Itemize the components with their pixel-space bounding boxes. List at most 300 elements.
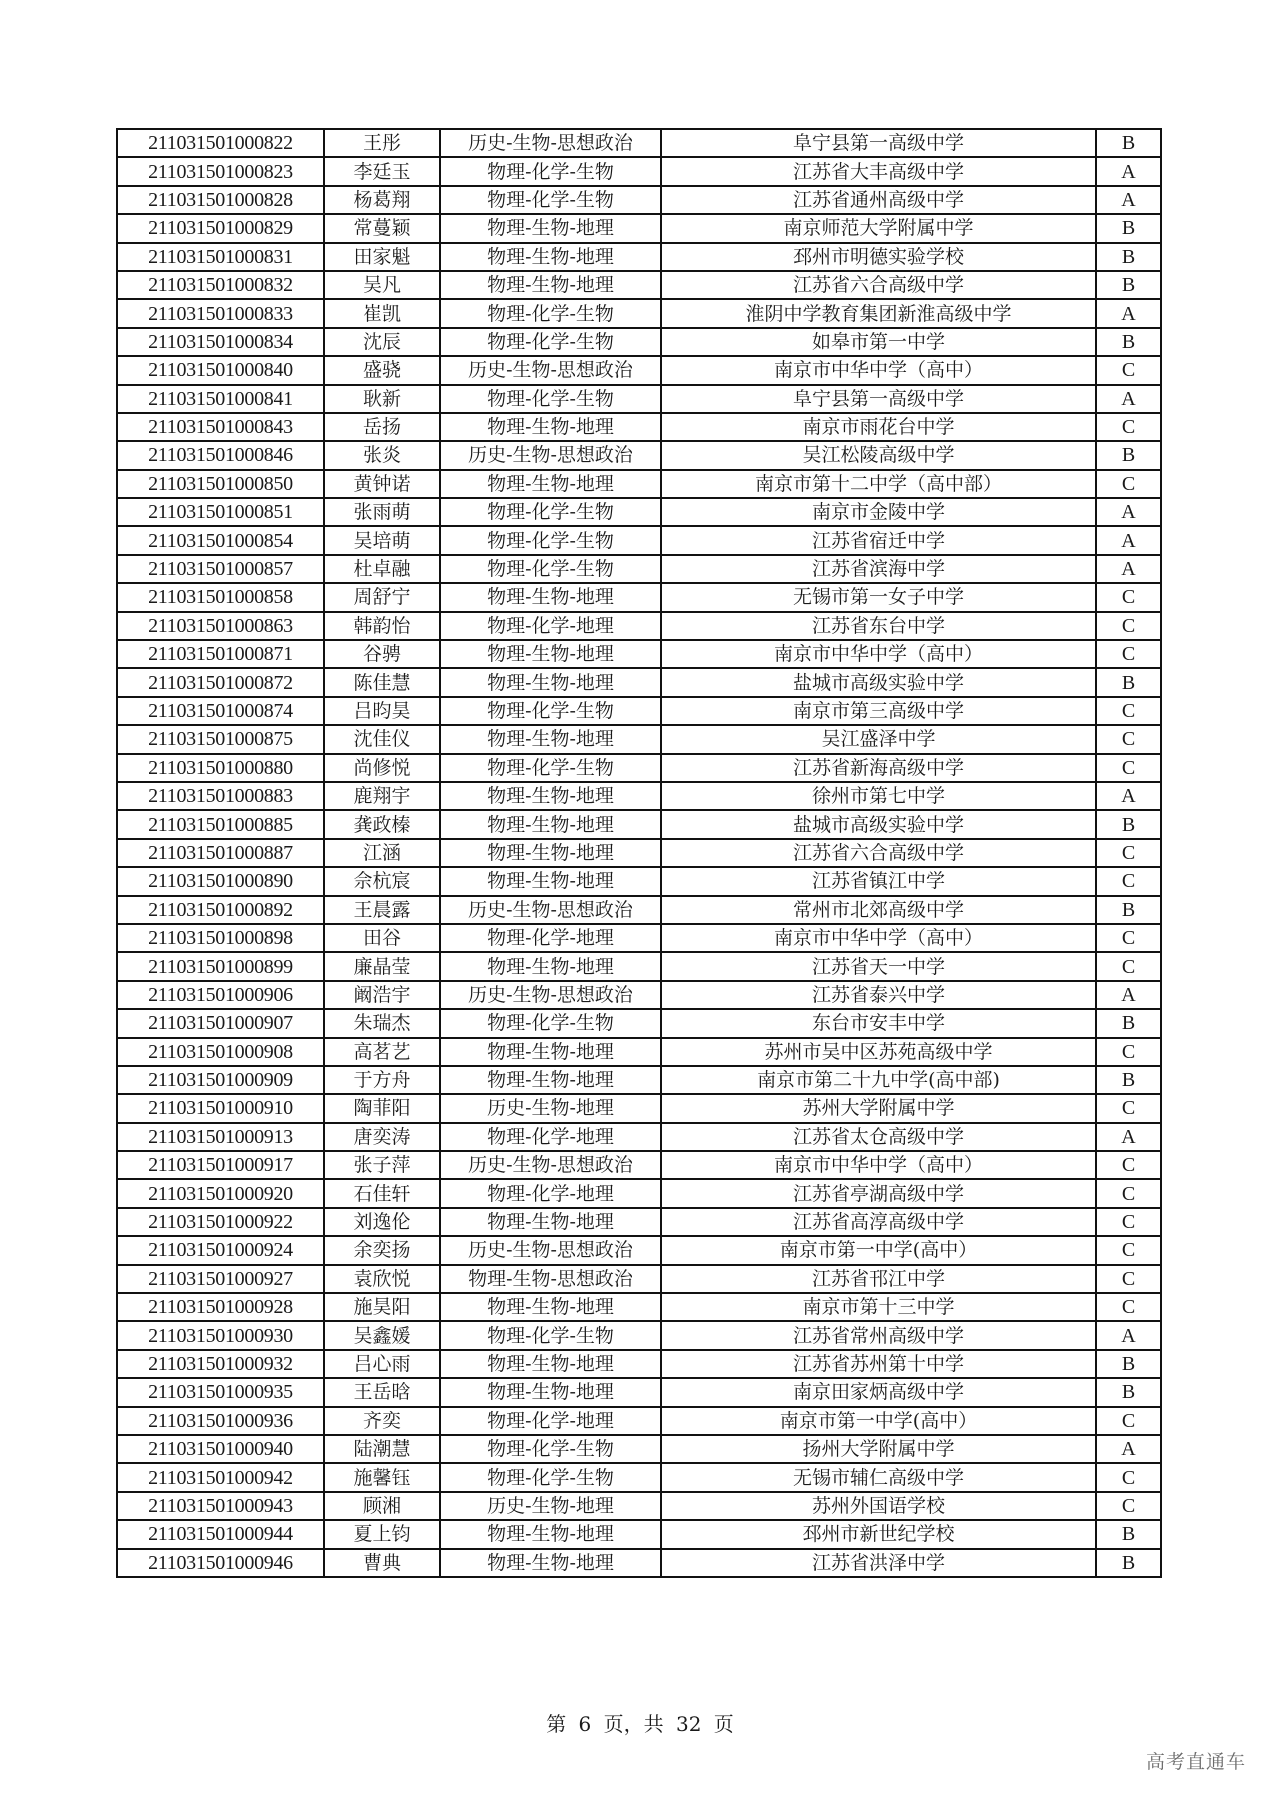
subjects-cell: 物理-化学-地理	[440, 1407, 661, 1435]
grade-cell: A	[1096, 186, 1161, 214]
grade-cell: C	[1096, 1151, 1161, 1179]
candidate-id-cell: 211031501000872	[117, 668, 324, 696]
school-cell: 南京师范大学附属中学	[661, 214, 1096, 242]
school-cell: 南京市中华中学（高中）	[661, 356, 1096, 384]
table-row	[117, 839, 1161, 867]
table-row	[117, 810, 1161, 838]
candidate-id-cell: 211031501000834	[117, 328, 324, 356]
subjects-cell: 物理-生物-地理	[440, 583, 661, 611]
results-table	[116, 128, 1162, 1578]
candidate-id-cell: 211031501000932	[117, 1350, 324, 1378]
school-cell: 江苏省滨海中学	[661, 555, 1096, 583]
grade-cell: C	[1096, 754, 1161, 782]
table-row	[117, 498, 1161, 526]
name-cell: 曹典	[324, 1549, 440, 1577]
table-row	[117, 1009, 1161, 1037]
candidate-id-cell: 211031501000943	[117, 1492, 324, 1520]
school-cell: 江苏省东台中学	[661, 612, 1096, 640]
grade-cell: B	[1096, 1378, 1161, 1406]
subjects-cell: 物理-生物-地理	[440, 1549, 661, 1577]
candidate-id-cell: 211031501000942	[117, 1463, 324, 1491]
candidate-id-cell: 211031501000907	[117, 1009, 324, 1037]
name-cell: 高茗艺	[324, 1038, 440, 1066]
table-row	[117, 612, 1161, 640]
table-row	[117, 1208, 1161, 1236]
candidate-id-cell: 211031501000875	[117, 725, 324, 753]
grade-cell: C	[1096, 1463, 1161, 1491]
school-cell: 江苏省宿迁中学	[661, 526, 1096, 554]
candidate-id-cell: 211031501000892	[117, 896, 324, 924]
name-cell: 唐奕涛	[324, 1123, 440, 1151]
name-cell: 耿新	[324, 385, 440, 413]
table-row	[117, 1463, 1161, 1491]
school-cell: 江苏省亭湖高级中学	[661, 1179, 1096, 1207]
name-cell: 李廷玉	[324, 157, 440, 185]
name-cell: 吕心雨	[324, 1350, 440, 1378]
school-cell: 邳州市新世纪学校	[661, 1520, 1096, 1548]
candidate-id-cell: 211031501000829	[117, 214, 324, 242]
grade-cell: C	[1096, 1492, 1161, 1520]
table-row	[117, 668, 1161, 696]
candidate-id-cell: 211031501000913	[117, 1123, 324, 1151]
subjects-cell: 历史-生物-思想政治	[440, 129, 661, 157]
school-cell: 南京田家炳高级中学	[661, 1378, 1096, 1406]
subjects-cell: 物理-化学-生物	[440, 1463, 661, 1491]
subjects-cell: 历史-生物-思想政治	[440, 1151, 661, 1179]
table-row	[117, 413, 1161, 441]
grade-cell: A	[1096, 385, 1161, 413]
grade-cell: B	[1096, 214, 1161, 242]
name-cell: 杨葛翔	[324, 186, 440, 214]
grade-cell: C	[1096, 725, 1161, 753]
grade-cell: A	[1096, 157, 1161, 185]
name-cell: 王晨露	[324, 896, 440, 924]
table-row	[117, 1236, 1161, 1264]
subjects-cell: 物理-化学-地理	[440, 924, 661, 952]
school-cell: 江苏省泰兴中学	[661, 981, 1096, 1009]
subjects-cell: 历史-生物-思想政治	[440, 1236, 661, 1264]
name-cell: 余奕扬	[324, 1236, 440, 1264]
watermark: 高考直通车	[1146, 1751, 1247, 1773]
candidate-id-cell: 211031501000936	[117, 1407, 324, 1435]
subjects-cell: 物理-化学-生物	[440, 157, 661, 185]
subjects-cell: 物理-生物-地理	[440, 839, 661, 867]
school-cell: 南京市中华中学（高中）	[661, 924, 1096, 952]
subjects-cell: 历史-生物-思想政治	[440, 896, 661, 924]
grade-cell: C	[1096, 470, 1161, 498]
subjects-cell: 物理-化学-地理	[440, 612, 661, 640]
table-row	[117, 896, 1161, 924]
candidate-id-cell: 211031501000880	[117, 754, 324, 782]
subjects-cell: 物理-生物-地理	[440, 470, 661, 498]
name-cell: 黄钟诺	[324, 470, 440, 498]
candidate-id-cell: 211031501000930	[117, 1321, 324, 1349]
grade-cell: A	[1096, 1435, 1161, 1463]
candidate-id-cell: 211031501000831	[117, 243, 324, 271]
table-row	[117, 214, 1161, 242]
grade-cell: A	[1096, 526, 1161, 554]
table-row	[117, 1549, 1161, 1577]
subjects-cell: 物理-化学-生物	[440, 328, 661, 356]
grade-cell: B	[1096, 1549, 1161, 1577]
candidate-id-cell: 211031501000899	[117, 952, 324, 980]
school-cell: 吴江松陵高级中学	[661, 441, 1096, 469]
school-cell: 盐城市高级实验中学	[661, 668, 1096, 696]
grade-cell: C	[1096, 1293, 1161, 1321]
school-cell: 江苏省苏州第十中学	[661, 1350, 1096, 1378]
candidate-id-cell: 211031501000851	[117, 498, 324, 526]
grade-cell: C	[1096, 1236, 1161, 1264]
grade-cell: C	[1096, 839, 1161, 867]
candidate-id-cell: 211031501000832	[117, 271, 324, 299]
grade-cell: B	[1096, 668, 1161, 696]
name-cell: 杜卓融	[324, 555, 440, 583]
school-cell: 苏州市吴中区苏苑高级中学	[661, 1038, 1096, 1066]
name-cell: 齐奕	[324, 1407, 440, 1435]
grade-cell: C	[1096, 356, 1161, 384]
candidate-id-cell: 211031501000908	[117, 1038, 324, 1066]
candidate-id-cell: 211031501000946	[117, 1549, 324, 1577]
name-cell: 周舒宁	[324, 583, 440, 611]
subjects-cell: 历史-生物-思想政治	[440, 441, 661, 469]
name-cell: 吴凡	[324, 271, 440, 299]
table-row	[117, 867, 1161, 895]
school-cell: 南京市第十三中学	[661, 1293, 1096, 1321]
school-cell: 江苏省常州高级中学	[661, 1321, 1096, 1349]
table-row	[117, 470, 1161, 498]
table-row	[117, 1293, 1161, 1321]
school-cell: 南京市金陵中学	[661, 498, 1096, 526]
school-cell: 江苏省镇江中学	[661, 867, 1096, 895]
table-row	[117, 1378, 1161, 1406]
candidate-id-cell: 211031501000887	[117, 839, 324, 867]
candidate-id-cell: 211031501000841	[117, 385, 324, 413]
candidate-id-cell: 211031501000890	[117, 867, 324, 895]
subjects-cell: 物理-生物-地理	[440, 782, 661, 810]
table-row	[117, 299, 1161, 327]
name-cell: 于方舟	[324, 1066, 440, 1094]
name-cell: 石佳轩	[324, 1179, 440, 1207]
grade-cell: A	[1096, 782, 1161, 810]
table-row	[117, 1350, 1161, 1378]
table-row	[117, 271, 1161, 299]
page-footer: 第 6 页，共 32 页	[546, 1712, 734, 1736]
school-cell: 江苏省六合高级中学	[661, 271, 1096, 299]
name-cell: 吕昀昊	[324, 697, 440, 725]
subjects-cell: 物理-生物-地理	[440, 640, 661, 668]
subjects-cell: 物理-生物-地理	[440, 271, 661, 299]
candidate-id-cell: 211031501000874	[117, 697, 324, 725]
school-cell: 江苏省太仓高级中学	[661, 1123, 1096, 1151]
name-cell: 施馨钰	[324, 1463, 440, 1491]
name-cell: 阚浩宇	[324, 981, 440, 1009]
grade-cell: C	[1096, 1094, 1161, 1122]
grade-cell: C	[1096, 1265, 1161, 1293]
school-cell: 南京市第一中学(高中）	[661, 1407, 1096, 1435]
subjects-cell: 历史-生物-思想政治	[440, 981, 661, 1009]
name-cell: 盛骁	[324, 356, 440, 384]
subjects-cell: 物理-生物-地理	[440, 1038, 661, 1066]
school-cell: 盐城市高级实验中学	[661, 810, 1096, 838]
grade-cell: B	[1096, 1520, 1161, 1548]
subjects-cell: 历史-生物-地理	[440, 1492, 661, 1520]
candidate-id-cell: 211031501000924	[117, 1236, 324, 1264]
table-row	[117, 1151, 1161, 1179]
candidate-id-cell: 211031501000846	[117, 441, 324, 469]
grade-cell: C	[1096, 640, 1161, 668]
subjects-cell: 物理-化学-生物	[440, 498, 661, 526]
grade-cell: C	[1096, 612, 1161, 640]
school-cell: 江苏省大丰高级中学	[661, 157, 1096, 185]
grade-cell: A	[1096, 498, 1161, 526]
school-cell: 南京市中华中学（高中）	[661, 640, 1096, 668]
table-row	[117, 924, 1161, 952]
table-row	[117, 981, 1161, 1009]
table-row	[117, 583, 1161, 611]
candidate-id-cell: 211031501000935	[117, 1378, 324, 1406]
name-cell: 韩韵怡	[324, 612, 440, 640]
candidate-id-cell: 211031501000843	[117, 413, 324, 441]
candidate-id-cell: 211031501000920	[117, 1179, 324, 1207]
grade-cell: A	[1096, 299, 1161, 327]
school-cell: 扬州大学附属中学	[661, 1435, 1096, 1463]
school-cell: 常州市北郊高级中学	[661, 896, 1096, 924]
table-row	[117, 1321, 1161, 1349]
school-cell: 南京市第三高级中学	[661, 697, 1096, 725]
school-cell: 东台市安丰中学	[661, 1009, 1096, 1037]
subjects-cell: 物理-生物-地理	[440, 413, 661, 441]
candidate-id-cell: 211031501000922	[117, 1208, 324, 1236]
grade-cell: A	[1096, 555, 1161, 583]
table-row	[117, 1407, 1161, 1435]
school-cell: 邳州市明德实验学校	[661, 243, 1096, 271]
candidate-id-cell: 211031501000833	[117, 299, 324, 327]
candidate-id-cell: 211031501000858	[117, 583, 324, 611]
table-row	[117, 385, 1161, 413]
table-row	[117, 1123, 1161, 1151]
table-row	[117, 640, 1161, 668]
school-cell: 苏州大学附属中学	[661, 1094, 1096, 1122]
school-cell: 南京市第二十九中学(高中部)	[661, 1066, 1096, 1094]
subjects-cell: 物理-生物-地理	[440, 214, 661, 242]
table-row	[117, 1066, 1161, 1094]
school-cell: 南京市第一中学(高中）	[661, 1236, 1096, 1264]
name-cell: 崔凯	[324, 299, 440, 327]
grade-cell: B	[1096, 129, 1161, 157]
candidate-id-cell: 211031501000857	[117, 555, 324, 583]
subjects-cell: 历史-生物-地理	[440, 1094, 661, 1122]
subjects-cell: 物理-化学-生物	[440, 697, 661, 725]
table-row	[117, 328, 1161, 356]
candidate-id-cell: 211031501000928	[117, 1293, 324, 1321]
table-body	[117, 129, 1161, 1577]
name-cell: 陈佳慧	[324, 668, 440, 696]
subjects-cell: 物理-生物-地理	[440, 1293, 661, 1321]
school-cell: 无锡市辅仁高级中学	[661, 1463, 1096, 1491]
grade-cell: C	[1096, 924, 1161, 952]
name-cell: 施昊阳	[324, 1293, 440, 1321]
name-cell: 袁欣悦	[324, 1265, 440, 1293]
grade-cell: B	[1096, 1066, 1161, 1094]
subjects-cell: 物理-化学-生物	[440, 186, 661, 214]
table-row	[117, 243, 1161, 271]
candidate-id-cell: 211031501000850	[117, 470, 324, 498]
name-cell: 佘杭宸	[324, 867, 440, 895]
school-cell: 江苏省新海高级中学	[661, 754, 1096, 782]
table-row	[117, 754, 1161, 782]
subjects-cell: 物理-生物-地理	[440, 1350, 661, 1378]
name-cell: 尚修悦	[324, 754, 440, 782]
school-cell: 淮阴中学教育集团新淮高级中学	[661, 299, 1096, 327]
candidate-id-cell: 211031501000823	[117, 157, 324, 185]
table-row	[117, 952, 1161, 980]
school-cell: 南京市雨花台中学	[661, 413, 1096, 441]
school-cell: 江苏省六合高级中学	[661, 839, 1096, 867]
name-cell: 沈佳仪	[324, 725, 440, 753]
school-cell: 如皋市第一中学	[661, 328, 1096, 356]
subjects-cell: 物理-化学-地理	[440, 1123, 661, 1151]
grade-cell: B	[1096, 243, 1161, 271]
school-cell: 阜宁县第一高级中学	[661, 385, 1096, 413]
subjects-cell: 物理-化学-生物	[440, 1435, 661, 1463]
table-row	[117, 697, 1161, 725]
candidate-id-cell: 211031501000927	[117, 1265, 324, 1293]
grade-cell: C	[1096, 952, 1161, 980]
grade-cell: A	[1096, 1123, 1161, 1151]
table-row	[117, 1492, 1161, 1520]
subjects-cell: 物理-化学-生物	[440, 1009, 661, 1037]
subjects-cell: 物理-生物-地理	[440, 1520, 661, 1548]
name-cell: 吴鑫媛	[324, 1321, 440, 1349]
table-row	[117, 725, 1161, 753]
subjects-cell: 物理-生物-地理	[440, 1208, 661, 1236]
grade-cell: B	[1096, 441, 1161, 469]
grade-cell: C	[1096, 697, 1161, 725]
subjects-cell: 物理-化学-生物	[440, 526, 661, 554]
school-cell: 吴江盛泽中学	[661, 725, 1096, 753]
name-cell: 吴培萌	[324, 526, 440, 554]
grade-cell: C	[1096, 1208, 1161, 1236]
name-cell: 王岳晗	[324, 1378, 440, 1406]
name-cell: 田家魁	[324, 243, 440, 271]
subjects-cell: 物理-生物-地理	[440, 867, 661, 895]
subjects-cell: 历史-生物-思想政治	[440, 356, 661, 384]
grade-cell: C	[1096, 583, 1161, 611]
name-cell: 龚政榛	[324, 810, 440, 838]
candidate-id-cell: 211031501000840	[117, 356, 324, 384]
candidate-id-cell: 211031501000909	[117, 1066, 324, 1094]
table-row	[117, 1265, 1161, 1293]
name-cell: 朱瑞杰	[324, 1009, 440, 1037]
school-cell: 江苏省通州高级中学	[661, 186, 1096, 214]
school-cell: 阜宁县第一高级中学	[661, 129, 1096, 157]
grade-cell: A	[1096, 981, 1161, 1009]
table-row	[117, 356, 1161, 384]
table-row	[117, 555, 1161, 583]
name-cell: 张雨萌	[324, 498, 440, 526]
name-cell: 田谷	[324, 924, 440, 952]
name-cell: 常蔓颖	[324, 214, 440, 242]
grade-cell: C	[1096, 1407, 1161, 1435]
table-row	[117, 1520, 1161, 1548]
candidate-id-cell: 211031501000822	[117, 129, 324, 157]
subjects-cell: 物理-化学-生物	[440, 754, 661, 782]
candidate-id-cell: 211031501000828	[117, 186, 324, 214]
grade-cell: A	[1096, 1321, 1161, 1349]
candidate-id-cell: 211031501000917	[117, 1151, 324, 1179]
school-cell: 南京市第十二中学（高中部）	[661, 470, 1096, 498]
table-row	[117, 1038, 1161, 1066]
table-row	[117, 782, 1161, 810]
school-cell: 江苏省洪泽中学	[661, 1549, 1096, 1577]
subjects-cell: 物理-生物-地理	[440, 1066, 661, 1094]
name-cell: 谷骋	[324, 640, 440, 668]
subjects-cell: 物理-生物-地理	[440, 952, 661, 980]
school-cell: 徐州市第七中学	[661, 782, 1096, 810]
subjects-cell: 物理-生物-地理	[440, 243, 661, 271]
candidate-id-cell: 211031501000910	[117, 1094, 324, 1122]
grade-cell: B	[1096, 896, 1161, 924]
grade-cell: B	[1096, 271, 1161, 299]
name-cell: 顾湘	[324, 1492, 440, 1520]
subjects-cell: 物理-生物-思想政治	[440, 1265, 661, 1293]
subjects-cell: 物理-化学-地理	[440, 1179, 661, 1207]
school-cell: 苏州外国语学校	[661, 1492, 1096, 1520]
table-row	[117, 186, 1161, 214]
table-row	[117, 1435, 1161, 1463]
name-cell: 陆潮慧	[324, 1435, 440, 1463]
name-cell: 鹿翔宇	[324, 782, 440, 810]
table-row	[117, 157, 1161, 185]
grade-cell: C	[1096, 1038, 1161, 1066]
candidate-id-cell: 211031501000898	[117, 924, 324, 952]
subjects-cell: 物理-化学-生物	[440, 1321, 661, 1349]
school-cell: 江苏省高淳高级中学	[661, 1208, 1096, 1236]
candidate-id-cell: 211031501000883	[117, 782, 324, 810]
school-cell: 无锡市第一女子中学	[661, 583, 1096, 611]
grade-cell: C	[1096, 413, 1161, 441]
table-row	[117, 129, 1161, 157]
subjects-cell: 物理-生物-地理	[440, 1378, 661, 1406]
table-row	[117, 441, 1161, 469]
grade-cell: C	[1096, 1179, 1161, 1207]
candidate-id-cell: 211031501000871	[117, 640, 324, 668]
name-cell: 陶菲阳	[324, 1094, 440, 1122]
name-cell: 刘逸伦	[324, 1208, 440, 1236]
name-cell: 张炎	[324, 441, 440, 469]
candidate-id-cell: 211031501000944	[117, 1520, 324, 1548]
candidate-id-cell: 211031501000885	[117, 810, 324, 838]
candidate-id-cell: 211031501000863	[117, 612, 324, 640]
table-row	[117, 1094, 1161, 1122]
subjects-cell: 物理-化学-生物	[440, 555, 661, 583]
grade-cell: B	[1096, 1350, 1161, 1378]
table-row	[117, 526, 1161, 554]
grade-cell: C	[1096, 867, 1161, 895]
candidate-id-cell: 211031501000940	[117, 1435, 324, 1463]
subjects-cell: 物理-生物-地理	[440, 668, 661, 696]
table-row	[117, 1179, 1161, 1207]
subjects-cell: 物理-化学-生物	[440, 385, 661, 413]
subjects-cell: 物理-生物-地理	[440, 725, 661, 753]
name-cell: 张子萍	[324, 1151, 440, 1179]
school-cell: 南京市中华中学（高中）	[661, 1151, 1096, 1179]
candidate-id-cell: 211031501000854	[117, 526, 324, 554]
grade-cell: B	[1096, 328, 1161, 356]
name-cell: 廉晶莹	[324, 952, 440, 980]
subjects-cell: 物理-生物-地理	[440, 810, 661, 838]
grade-cell: B	[1096, 810, 1161, 838]
